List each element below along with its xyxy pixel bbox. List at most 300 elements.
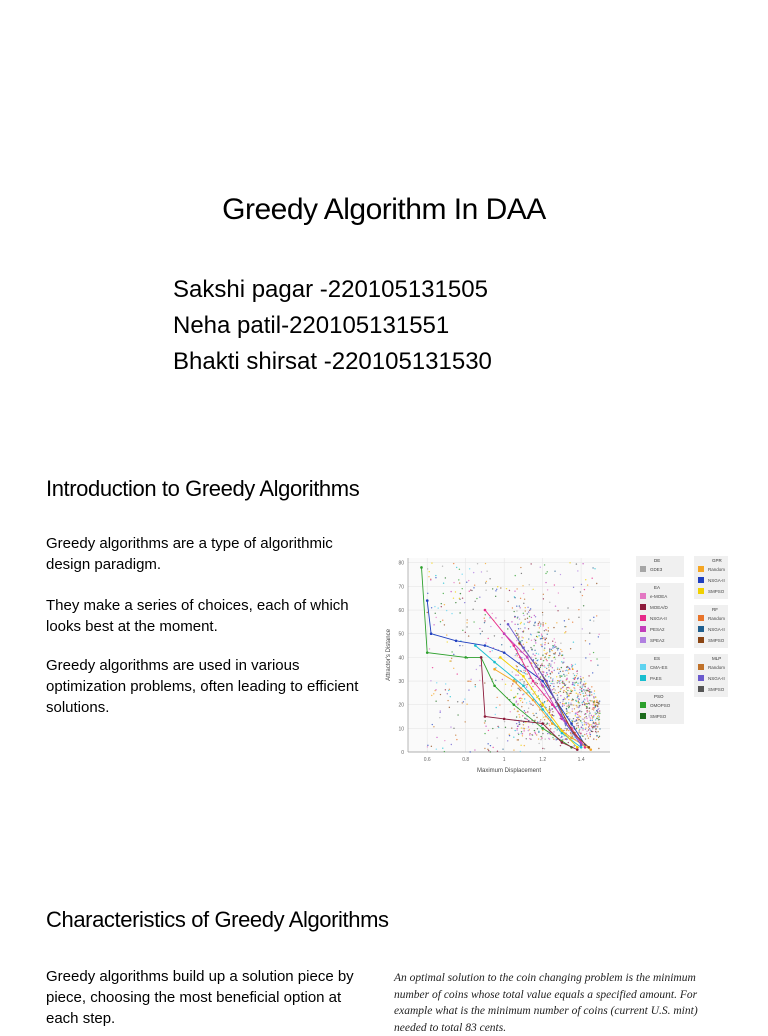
scatter-point xyxy=(473,621,474,622)
scatter-point xyxy=(439,717,440,718)
scatter-point xyxy=(540,657,541,658)
scatter-point xyxy=(540,719,541,720)
scatter-point xyxy=(563,690,564,691)
pareto-front-point xyxy=(522,647,525,650)
scatter-point xyxy=(586,716,587,717)
scatter-point xyxy=(540,567,541,568)
scatter-point xyxy=(534,625,535,626)
pareto-front-point xyxy=(541,684,544,687)
scatter-point xyxy=(558,735,559,736)
scatter-point xyxy=(430,579,431,580)
scatter-point xyxy=(596,583,597,584)
scatter-point xyxy=(572,708,573,709)
scatter-point xyxy=(516,605,517,606)
scatter-point xyxy=(588,714,589,715)
scatter-point xyxy=(590,720,591,721)
scatter-point xyxy=(459,612,460,613)
scatter-point xyxy=(570,693,571,694)
scatter-point xyxy=(581,711,582,712)
scatter-point xyxy=(465,632,466,633)
scatter-point xyxy=(540,667,541,668)
scatter-point xyxy=(522,715,523,716)
scatter-point xyxy=(464,698,465,699)
scatter-point xyxy=(517,704,518,705)
scatter-point xyxy=(554,670,555,671)
scatter-point xyxy=(484,622,485,623)
scatter-point xyxy=(558,692,559,693)
scatter-point xyxy=(578,700,579,701)
scatter-point xyxy=(466,622,467,623)
scatter-point xyxy=(583,695,584,696)
scatter-point xyxy=(576,563,577,564)
scatter-point xyxy=(568,706,569,707)
legend-swatch xyxy=(640,593,646,599)
scatter-point xyxy=(451,744,452,745)
scatter-point xyxy=(453,668,454,669)
scatter-point xyxy=(524,623,525,624)
scatter-point xyxy=(583,605,584,606)
scatter-point xyxy=(592,727,593,728)
intro-paragraph-2: They make a series of choices, each of which looks best at the moment. xyxy=(46,597,349,635)
scatter-point xyxy=(592,700,593,701)
scatter-point xyxy=(560,745,561,746)
scatter-point xyxy=(555,652,556,653)
scatter-point xyxy=(542,748,543,749)
scatter-point xyxy=(520,700,521,701)
legend-entry-label: e-MOEA xyxy=(650,594,668,599)
scatter-point xyxy=(534,732,535,733)
scatter-point xyxy=(487,638,488,639)
scatter-point xyxy=(525,671,526,672)
scatter-point xyxy=(457,673,458,674)
scatter-point xyxy=(589,732,590,733)
scatter-point xyxy=(559,683,560,684)
scatter-point xyxy=(556,706,557,707)
scatter-point xyxy=(563,699,564,700)
scatter-point xyxy=(586,724,587,725)
scatter-point xyxy=(514,708,515,709)
scatter-point xyxy=(574,708,575,709)
intro-paragraph-1: Greedy algorithms are a type of algorithmic design paradigm. xyxy=(46,535,333,573)
scatter-point xyxy=(458,579,459,580)
scatter-point xyxy=(515,630,516,631)
scatter-point xyxy=(529,734,530,735)
scatter-point xyxy=(552,737,553,738)
scatter-point xyxy=(546,652,547,653)
scatter-point xyxy=(537,636,538,637)
scatter-point xyxy=(488,750,489,751)
scatter-point xyxy=(564,703,565,704)
scatter-point xyxy=(539,721,540,722)
scatter-point xyxy=(534,655,535,656)
scatter-point xyxy=(479,596,480,597)
scatter-point xyxy=(520,567,521,568)
legend-entry-label: SMPSO xyxy=(708,638,725,643)
scatter-point xyxy=(470,589,471,590)
scatter-point xyxy=(512,683,513,684)
scatter-point xyxy=(492,747,493,748)
scatter-point xyxy=(546,672,547,673)
scatter-point xyxy=(582,728,583,729)
scatter-point xyxy=(541,737,542,738)
scatter-point xyxy=(566,679,567,680)
scatter-point xyxy=(495,590,496,591)
scatter-point xyxy=(485,582,486,583)
scatter-point xyxy=(551,671,552,672)
scatter-point xyxy=(560,649,561,650)
scatter-point xyxy=(524,619,525,620)
scatter-point xyxy=(520,628,521,629)
scatter-point xyxy=(539,621,540,622)
scatter-point xyxy=(526,702,527,703)
scatter-point xyxy=(542,730,543,731)
scatter-point xyxy=(534,615,535,616)
scatter-point xyxy=(517,739,518,740)
scatter-point xyxy=(534,730,535,731)
scatter-point xyxy=(589,654,590,655)
scatter-point xyxy=(522,585,523,586)
scatter-point xyxy=(479,680,480,681)
legend-entry-label: NSGA-II xyxy=(708,676,725,681)
scatter-point xyxy=(590,729,591,730)
scatter-point xyxy=(476,598,477,599)
scatter-point xyxy=(544,647,545,648)
author-2: Neha patil-220105131551 xyxy=(173,312,450,339)
scatter-point xyxy=(521,636,522,637)
scatter-point xyxy=(591,578,592,579)
scatter-point xyxy=(473,587,474,588)
scatter-point xyxy=(594,690,595,691)
scatter-point xyxy=(447,693,448,694)
pareto-front-point xyxy=(493,684,496,687)
scatter-point xyxy=(462,597,463,598)
pareto-front-point xyxy=(532,680,535,683)
scatter-point xyxy=(440,694,441,695)
scatter-point xyxy=(578,726,579,727)
scatter-point xyxy=(554,638,555,639)
scatter-point xyxy=(575,664,576,665)
scatter-point xyxy=(455,591,456,592)
scatter-point xyxy=(590,700,591,701)
scatter-point xyxy=(543,650,544,651)
scatter-point xyxy=(580,720,581,721)
pareto-front-point xyxy=(561,741,564,744)
scatter-point xyxy=(589,695,590,696)
scatter-point xyxy=(549,649,550,650)
scatter-point xyxy=(538,673,539,674)
scatter-point xyxy=(581,679,582,680)
scatter-point xyxy=(542,624,543,625)
scatter-point xyxy=(474,601,475,602)
scatter-point xyxy=(545,738,546,739)
scatter-point xyxy=(524,658,525,659)
scatter-point xyxy=(573,737,574,738)
scatter-point xyxy=(585,727,586,728)
scatter-point xyxy=(524,728,525,729)
scatter-point xyxy=(576,728,577,729)
scatter-point xyxy=(511,727,512,728)
scatter-point xyxy=(578,725,579,726)
scatter-point xyxy=(533,589,534,590)
scatter-point xyxy=(575,715,576,716)
scatter-point xyxy=(456,739,457,740)
legend-entry-label: OMOPSO xyxy=(650,703,671,708)
scatter-point xyxy=(529,738,530,739)
scatter-point xyxy=(586,718,587,719)
legend-swatch xyxy=(640,675,646,681)
pareto-front-point xyxy=(541,703,544,706)
scatter-point xyxy=(476,669,477,670)
scatter-point xyxy=(525,610,526,611)
scatter-point xyxy=(517,728,518,729)
scatter-point xyxy=(545,656,546,657)
scatter-point xyxy=(599,719,600,720)
scatter-point xyxy=(576,723,577,724)
scatter-point xyxy=(445,683,446,684)
scatter-point xyxy=(517,624,518,625)
scatter-point xyxy=(518,670,519,671)
scatter-point xyxy=(584,721,585,722)
scatter-point xyxy=(594,723,595,724)
scatter-point xyxy=(593,620,594,621)
scatter-point xyxy=(518,714,519,715)
scatter-point xyxy=(431,562,432,563)
scatter-point xyxy=(538,632,539,633)
scatter-point xyxy=(568,699,569,700)
scatter-point xyxy=(544,693,545,694)
pareto-front-point xyxy=(570,737,573,740)
scatter-point xyxy=(547,589,548,590)
scatter-point xyxy=(576,705,577,706)
scatter-point xyxy=(575,677,576,678)
scatter-point xyxy=(486,570,487,571)
scatter-point xyxy=(581,722,582,723)
scatter-point xyxy=(495,596,496,597)
scatter-point xyxy=(591,726,592,727)
scatter-point xyxy=(565,631,566,632)
scatter-point xyxy=(578,730,579,731)
scatter-point xyxy=(538,695,539,696)
scatter-point xyxy=(554,657,555,658)
scatter-point xyxy=(577,712,578,713)
legend-swatch xyxy=(640,615,646,621)
scatter-point xyxy=(568,730,569,731)
scatter-point xyxy=(536,734,537,735)
scatter-point xyxy=(536,663,537,664)
scatter-point xyxy=(589,716,590,717)
scatter-point xyxy=(466,619,467,620)
scatter-point xyxy=(595,697,596,698)
scatter-point xyxy=(592,716,593,717)
scatter-point xyxy=(525,722,526,723)
scatter-point xyxy=(532,686,533,687)
scatter-point xyxy=(532,723,533,724)
scatter-point xyxy=(585,729,586,730)
scatter-point xyxy=(453,598,454,599)
scatter-point xyxy=(566,670,567,671)
scatter-point xyxy=(566,675,567,676)
scatter-point xyxy=(598,703,599,704)
scatter-point xyxy=(572,704,573,705)
scatter-point xyxy=(466,703,467,704)
scatter-point xyxy=(519,605,520,606)
scatter-point xyxy=(555,738,556,739)
scatter-point xyxy=(560,702,561,703)
scatter-point xyxy=(582,736,583,737)
scatter-point xyxy=(534,666,535,667)
scatter-point xyxy=(490,751,491,752)
scatter-point xyxy=(582,718,583,719)
scatter-point xyxy=(549,655,550,656)
scatter-point xyxy=(523,593,524,594)
legend-entry-label: SMPSO xyxy=(650,714,667,719)
pareto-front-point xyxy=(426,599,429,602)
scatter-point xyxy=(528,611,529,612)
scatter-point xyxy=(444,604,445,605)
pareto-scatter-figure xyxy=(378,530,728,790)
scatter-point xyxy=(520,697,521,698)
scatter-point xyxy=(568,704,569,705)
scatter-point xyxy=(516,588,517,589)
scatter-point xyxy=(543,671,544,672)
scatter-point xyxy=(525,718,526,719)
scatter-point xyxy=(535,682,536,683)
scatter-point xyxy=(513,611,514,612)
scatter-point xyxy=(475,684,476,685)
scatter-point xyxy=(431,695,432,696)
scatter-point xyxy=(586,694,587,695)
scatter-point xyxy=(599,710,600,711)
scatter-point xyxy=(523,650,524,651)
scatter-point xyxy=(567,690,568,691)
scatter-point xyxy=(459,599,460,600)
scatter-point xyxy=(551,714,552,715)
scatter-point xyxy=(544,630,545,631)
scatter-point xyxy=(589,691,590,692)
scatter-point xyxy=(578,719,579,720)
scatter-point xyxy=(540,623,541,624)
scatter-point xyxy=(548,667,549,668)
scatter-point xyxy=(504,721,505,722)
scatter-point xyxy=(579,692,580,693)
scatter-point xyxy=(562,682,563,683)
scatter-point xyxy=(429,571,430,572)
scatter-point xyxy=(522,631,523,632)
scatter-point xyxy=(530,608,531,609)
scatter-point xyxy=(570,734,571,735)
scatter-point xyxy=(570,702,571,703)
scatter-point xyxy=(541,635,542,636)
scatter-point xyxy=(540,694,541,695)
scatter-point xyxy=(527,613,528,614)
scatter-point xyxy=(566,729,567,730)
scatter-point xyxy=(455,734,456,735)
scatter-point xyxy=(599,701,600,702)
pareto-front-point xyxy=(541,722,544,725)
pareto-front-point xyxy=(545,680,548,683)
scatter-point xyxy=(588,690,589,691)
scatter-point xyxy=(497,751,498,752)
scatter-point xyxy=(557,694,558,695)
scatter-point xyxy=(557,649,558,650)
scatter-point xyxy=(568,702,569,703)
scatter-point xyxy=(570,704,571,705)
scatter-point xyxy=(485,614,486,615)
scatter-point xyxy=(535,640,536,641)
scatter-point xyxy=(589,632,590,633)
scatter-point xyxy=(487,743,488,744)
scatter-point xyxy=(541,646,542,647)
scatter-point xyxy=(449,660,450,661)
scatter-point xyxy=(506,588,507,589)
scatter-point xyxy=(462,702,463,703)
scatter-point xyxy=(553,683,554,684)
scatter-point xyxy=(527,618,528,619)
scatter-point xyxy=(577,683,578,684)
scatter-point xyxy=(598,748,599,749)
scatter-point xyxy=(521,679,522,680)
scatter-point xyxy=(548,738,549,739)
scatter-point xyxy=(545,639,546,640)
scatter-point xyxy=(517,616,518,617)
scatter-point xyxy=(578,717,579,718)
y-tick-label: 10 xyxy=(398,726,404,733)
scatter-point xyxy=(545,623,546,624)
scatter-point xyxy=(582,628,583,629)
scatter-point xyxy=(435,617,436,618)
legend-entry-label: PAES xyxy=(650,676,662,681)
scatter-point xyxy=(584,717,585,718)
scatter-point xyxy=(596,658,597,659)
scatter-point xyxy=(574,682,575,683)
scatter-point xyxy=(553,686,554,687)
legend-swatch xyxy=(698,626,704,632)
scatter-point xyxy=(580,682,581,683)
scatter-point xyxy=(494,635,495,636)
scatter-point xyxy=(544,637,545,638)
scatter-point xyxy=(492,613,493,614)
scatter-point xyxy=(453,582,454,583)
scatter-point xyxy=(520,598,521,599)
scatter-point xyxy=(486,581,487,582)
scatter-point xyxy=(582,684,583,685)
scatter-point xyxy=(450,591,451,592)
scatter-point xyxy=(551,708,552,709)
legend-group-title: DE xyxy=(654,558,661,563)
scatter-point xyxy=(562,701,563,702)
scatter-point xyxy=(521,727,522,728)
scatter-point xyxy=(537,664,538,665)
scatter-point xyxy=(520,751,521,752)
scatter-point xyxy=(578,617,579,618)
pareto-front-point xyxy=(474,644,477,647)
scatter-point xyxy=(525,684,526,685)
scatter-point xyxy=(569,712,570,713)
scatter-point xyxy=(540,736,541,737)
scatter-point xyxy=(522,672,523,673)
scatter-point xyxy=(585,738,586,739)
scatter-point xyxy=(519,716,520,717)
scatter-point xyxy=(517,655,518,656)
scatter-point xyxy=(530,563,531,564)
legend-entry-label: NSGA-II xyxy=(708,578,725,583)
scatter-point xyxy=(492,728,493,729)
scatter-point xyxy=(529,610,530,611)
scatter-point xyxy=(526,686,527,687)
scatter-point xyxy=(434,606,435,607)
scatter-point xyxy=(525,669,526,670)
scatter-point xyxy=(573,704,574,705)
